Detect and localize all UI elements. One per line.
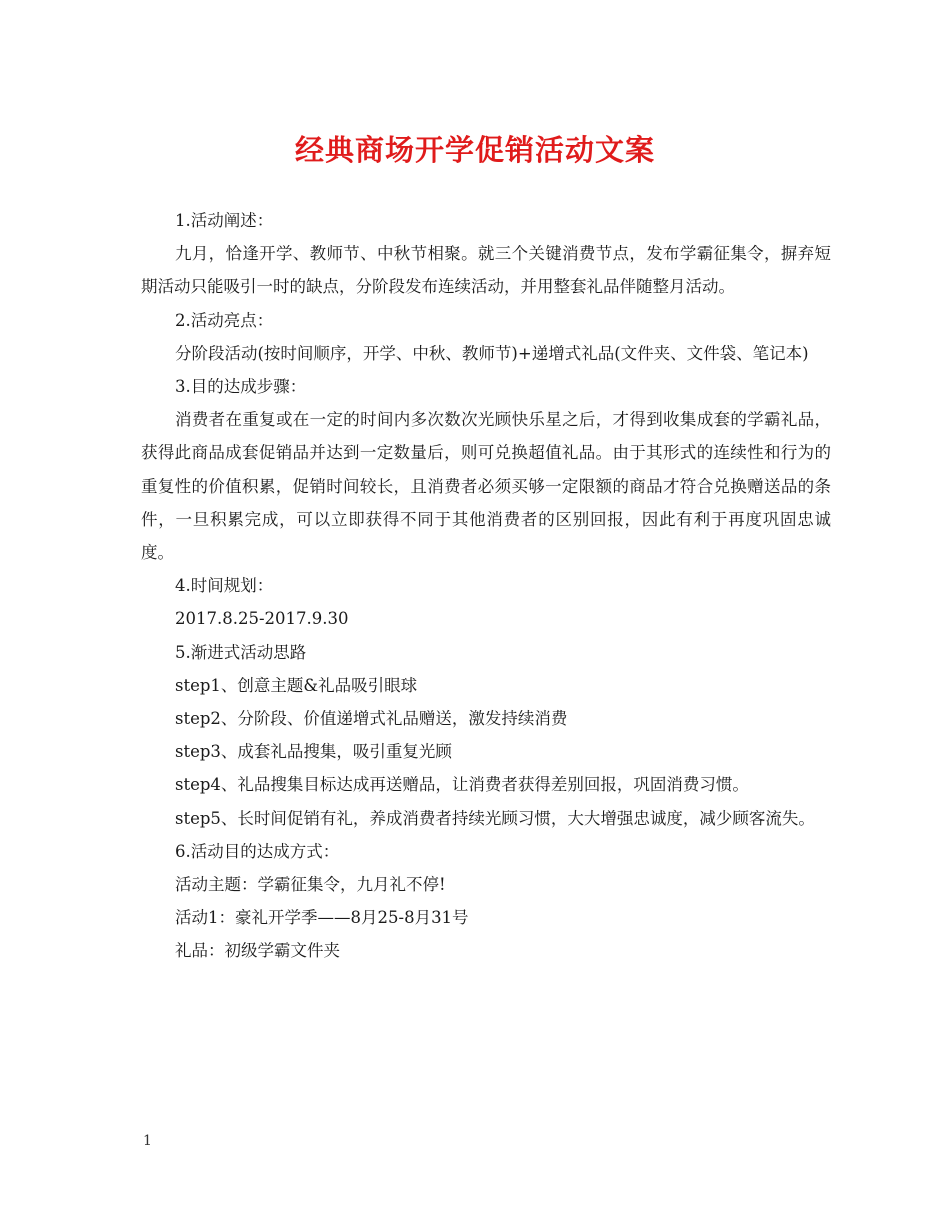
heading-goal-methods: 6.活动目的达成方式： — [175, 841, 340, 861]
list-item-step1: step1、创意主题&礼品吸引眼球 — [175, 675, 418, 695]
paragraph-activity-description: 九月，恰逢开学、教师节、中秋节相聚。就三个关键消费节点，发布学霸征集令，摒弃短期活动只能吸引一时的缺点，分阶段发布连续活动，并用整套礼品伴随整月活动。 — [141, 244, 831, 297]
heading-activity-description: 1.活动阐述： — [175, 211, 274, 230]
list-item-step5: step5、长时间促销有礼，养成消费者持续光顾习惯，大大增强忠诚度，减少顾客流失。 — [175, 808, 815, 828]
paragraph-goal-steps: 消费者在重复或在一定的时间内多次数次光顾快乐星之后，才得到收集成套的学霸礼品，获得此商品成套促销品并达到一定数量后，则可兑换超值礼品。由于其形式的连续性和行为的重复性的价值积累，促销时间较长，且消费者必须买够一定限额的商品才符合兑换赠送品的条件，一旦积累完成，可以立即获得不同于其他消费者的区别回报，因此有利于再度巩固忠诚度。 — [141, 410, 831, 563]
page-number: 1 — [143, 1133, 152, 1149]
paragraph-activity-highlights: 分阶段活动(按时间顺序，开学、中秋、教师节)+递增式礼品(文件夹、文件袋、笔记本) — [175, 343, 809, 363]
paragraph-activity-1: 活动1：豪礼开学季——8月25-8月31号 — [175, 908, 469, 928]
document-title: 经典商场开学促销活动文案 — [294, 133, 655, 167]
document-body — [141, 204, 831, 968]
paragraph-time-range: 2017.8.25-2017.9.30 — [175, 609, 349, 629]
list-item-step3: step3、成套礼品搜集，吸引重复光顾 — [175, 742, 452, 762]
list-item-step2: step2、分阶段、价值递增式礼品赠送，激发持续消费 — [175, 709, 568, 729]
heading-goal-steps: 3.目的达成步骤： — [175, 377, 307, 397]
list-item-step4: step4、礼品搜集目标达成再送赠品，让消费者获得差别回报，巩固消费习惯。 — [175, 775, 749, 795]
heading-activity-highlights: 2.活动亮点： — [175, 310, 274, 330]
paragraph-gift: 礼品：初级学霸文件夹 — [175, 941, 340, 961]
paragraph-activity-theme: 活动主题：学霸征集令，九月礼不停! — [175, 875, 446, 895]
heading-progressive-ideas: 5.渐进式活动思路 — [175, 642, 307, 662]
heading-time-planning: 4.时间规划： — [175, 576, 274, 596]
